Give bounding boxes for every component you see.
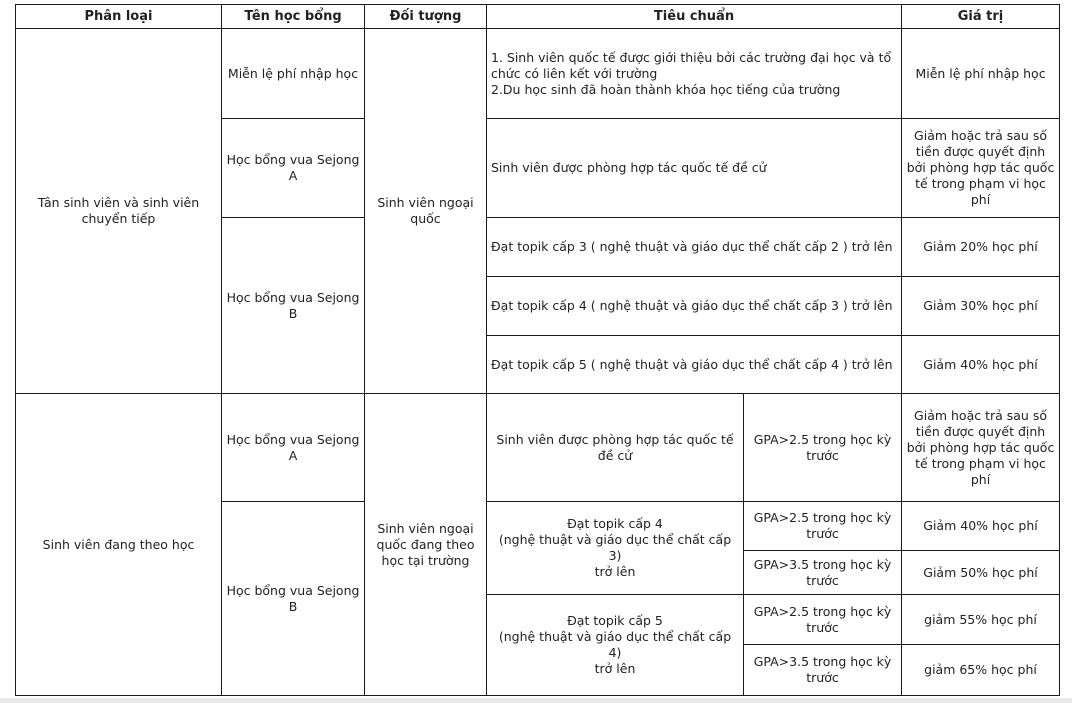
header-scholarship-name: Tên học bổng: [222, 5, 365, 29]
target-cell: Sinh viên ngoại quốc đang theo học tại trường: [365, 394, 487, 696]
header-criteria: Tiêu chuẩn: [487, 5, 902, 29]
gpa-cell: GPA>3.5 trong học kỳ trước: [744, 645, 902, 696]
value-cell: Miễn lệ phí nhập học: [902, 29, 1060, 119]
scholarship-table: [15, 4, 1060, 696]
gpa-cell: GPA>3.5 trong học kỳ trước: [744, 551, 902, 595]
value-cell: Giảm 50% học phí: [902, 551, 1060, 595]
criteria-cell: Sinh viên được phòng hợp tác quốc tế đề cử: [487, 394, 744, 502]
scholarship-name-cell: Học bổng vua Sejong A: [222, 394, 365, 502]
category-cell: Tân sinh viên và sinh viên chuyển tiếp: [16, 29, 222, 394]
criteria-cell: 1. Sinh viên quốc tế được giới thiệu bởi các trường đại học và tổ chức có liên kết với trường 2.Du học sinh đã hoàn thành khóa học tiếng của trường: [487, 29, 902, 119]
scholarship-name-cell: Học bổng vua Sejong A: [222, 119, 365, 218]
criteria-cell: Sinh viên được phòng hợp tác quốc tế đề cử: [487, 119, 902, 218]
scholarship-name-cell: Học bổng vua Sejong B: [222, 218, 365, 394]
value-cell: Giảm 40% học phí: [902, 336, 1060, 394]
header-category: Phân loại: [16, 5, 222, 29]
criteria-cell: Đạt topik cấp 3 ( nghệ thuật và giáo dục thể chất cấp 2 ) trở lên: [487, 218, 902, 277]
table-row: [16, 29, 1060, 119]
scholarship-name-cell: Miễn lệ phí nhập học: [222, 29, 365, 119]
header-row: [16, 5, 1060, 29]
bottom-strip: [0, 698, 1072, 703]
criteria-cell: Đạt topik cấp 5 ( nghệ thuật và giáo dục thể chất cấp 4 ) trở lên: [487, 336, 902, 394]
criteria-cell: Đạt topik cấp 5 (nghệ thuật và giáo dục thể chất cấp 4) trở lên: [487, 595, 744, 696]
value-cell: Giảm 40% học phí: [902, 502, 1060, 551]
value-cell: Giảm 30% học phí: [902, 277, 1060, 336]
criteria-cell: Đạt topik cấp 4 (nghệ thuật và giáo dục thể chất cấp 3) trở lên: [487, 502, 744, 595]
header-target: Đối tượng: [365, 5, 487, 29]
value-cell: giảm 55% học phí: [902, 595, 1060, 645]
value-cell: giảm 65% học phí: [902, 645, 1060, 696]
gpa-cell: GPA>2.5 trong học kỳ trước: [744, 394, 902, 502]
gpa-cell: GPA>2.5 trong học kỳ trước: [744, 595, 902, 645]
scholarship-name-cell: Học bổng vua Sejong B: [222, 502, 365, 696]
table-row: [16, 394, 1060, 502]
value-cell: Giảm hoặc trả sau số tiền được quyết định bởi phòng hợp tác quốc tế trong phạm vi học phí: [902, 119, 1060, 218]
criteria-cell: Đạt topik cấp 4 ( nghệ thuật và giáo dục thể chất cấp 3 ) trở lên: [487, 277, 902, 336]
gpa-cell: GPA>2.5 trong học kỳ trước: [744, 502, 902, 551]
category-cell: Sinh viên đang theo học: [16, 394, 222, 696]
header-value: Giá trị: [902, 5, 1060, 29]
target-cell: Sinh viên ngoại quốc: [365, 29, 487, 394]
value-cell: Giảm 20% học phí: [902, 218, 1060, 277]
value-cell: Giảm hoặc trả sau số tiền được quyết định bởi phòng hợp tác quốc tế trong phạm vi học phí: [902, 394, 1060, 502]
